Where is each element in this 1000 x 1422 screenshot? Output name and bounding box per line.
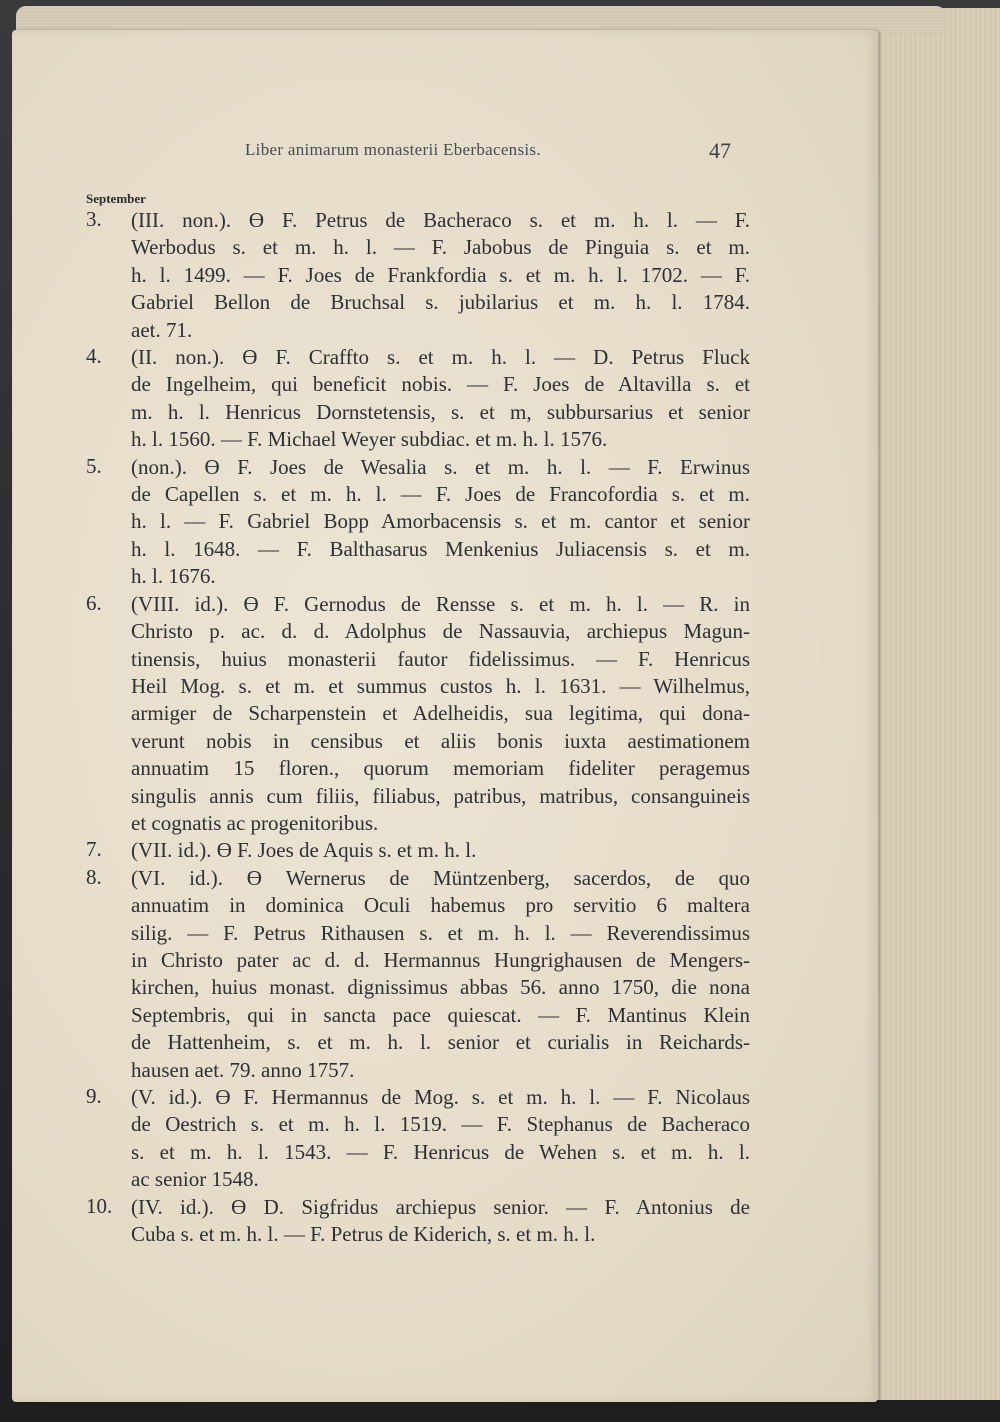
entry-day-number: 3.: [86, 207, 102, 231]
entry-line: Werbodus s. et m. h. l. — F. Jabobus de Pinguia s. et m.: [131, 235, 750, 260]
entry-text: [131, 865, 750, 1084]
running-title: Liber animarum monasterii Eberbacensis.: [245, 140, 541, 159]
entry-day-number: 9.: [86, 1084, 102, 1108]
entry-day-number: 4.: [86, 344, 102, 369]
entry-day-number: 5.: [86, 453, 102, 478]
entry-line: h. l. 1560. — F. Michael Weyer subdiac. et m. h. l. 1576.: [131, 427, 608, 452]
entry-line: (II. non.). ϴ F. Craffto s. et m. h. l. — D. Petrus Fluck: [131, 345, 750, 370]
entry-day-number: 10.: [86, 1193, 113, 1218]
entry-day-number: 7.: [86, 837, 102, 862]
entry-line: singulis annis cum filiis, filiabus, patribus, matribus, consanguineis: [131, 783, 750, 808]
entry-line: (VII. id.). ϴ F. Joes de Aquis s. et m. h. l.: [131, 838, 477, 863]
entry-day-number: 8.: [86, 864, 102, 889]
page-number: 47: [709, 138, 731, 163]
entry-text: [131, 591, 750, 838]
entry-line: annuatim 15 floren., quorum memoriam fideliter peragemus: [131, 756, 750, 781]
entry-text: [131, 1194, 750, 1249]
entry-text: [131, 207, 750, 344]
entry-line: Gabriel Bellon de Bruchsal s. jubilarius et m. h. l. 1784.: [131, 290, 750, 315]
entry-line: de Capellen s. et m. h. l. — F. Joes de Francofordia s. et m.: [131, 482, 750, 507]
entry-line: h. l. — F. Gabriel Bopp Amorbacensis s. et m. cantor et senior: [131, 509, 750, 534]
entry-line: (IV. id.). ϴ D. Sigfridus archiepus senior. — F. Antonius de: [131, 1194, 750, 1219]
entry-line: annuatim in dominica Oculi habemus pro servitio 6 maltera: [131, 893, 750, 918]
entries-list: [86, 207, 750, 1248]
entry-text: [131, 344, 750, 454]
entry-day-number: 6.: [86, 590, 102, 615]
entry-day-4: [86, 344, 750, 454]
entry-line: (VI. id.). ϴ Wernerus de Müntzenberg, sacerdos, de quo: [131, 865, 750, 890]
entry-day-5: [86, 454, 750, 591]
entry-text: [131, 454, 750, 591]
entry-line: armiger de Scharpenstein et Adelheidis, sua legitima, qui dona-: [131, 701, 750, 726]
entry-line: m. h. l. Henricus Dornstetensis, s. et m, subbursarius et senior: [131, 399, 750, 424]
entry-day-6: [86, 591, 750, 838]
entry-line: (non.). ϴ F. Joes de Wesalia s. et m. h. l. — F. Erwinus: [131, 454, 750, 479]
entry-day-9: [86, 1084, 750, 1194]
entry-line: verunt nobis in censibus et aliis bonis iuxta aestimationem: [131, 728, 750, 753]
entry-line: tinensis, huius monasterii fautor fidelissimus. — F. Henricus: [131, 646, 750, 671]
entry-line: Heil Mog. s. et m. et summus custos h. l. 1631. — Wilhelmus,: [131, 673, 750, 698]
entry-line: h. l. 1499. — F. Joes de Frankfordia s. et m. h. l. 1702. — F.: [131, 262, 750, 287]
entry-line: de Ingelheim, qui beneficit nobis. — F. Joes de Altavilla s. et: [131, 372, 750, 397]
entry-day-3: [86, 207, 750, 344]
entry-line: aet. 71.: [131, 317, 193, 342]
entry-line: (VIII. id.). ϴ F. Gernodus de Rensse s. et m. h. l. — R. in: [131, 591, 750, 616]
entry-line: silig. — F. Petrus Rithausen s. et m. h. l. — Reverendissimus: [131, 920, 750, 945]
month-heading: September: [86, 191, 146, 206]
entry-line: Septembris, qui in sancta pace quiescat. — F. Mantinus Klein: [131, 1002, 750, 1027]
entry-line: hausen aet. 79. anno 1757.: [131, 1057, 355, 1082]
entry-day-8: [86, 865, 750, 1084]
entry-line: (III. non.). ϴ F. Petrus de Bacheraco s. et m. h. l. — F.: [131, 208, 750, 232]
entry-day-10: [86, 1194, 750, 1249]
entry-line: kirchen, huius monast. dignissimus abbas 56. anno 1750, die nona: [131, 975, 750, 1000]
entry-line: Cuba s. et m. h. l. — F. Petrus de Kiderich, s. et m. h. l.: [131, 1222, 596, 1247]
entry-day-7: [86, 837, 750, 864]
entry-text: [131, 1084, 750, 1194]
entry-line: et cognatis ac progenitoribus.: [131, 810, 379, 835]
entry-line: ac senior 1548.: [131, 1167, 259, 1192]
entry-line: de Hattenheim, s. et m. h. l. senior et curialis in Reichards-: [131, 1030, 750, 1055]
entry-line: de Oestrich s. et m. h. l. 1519. — F. Stephanus de Bacheraco: [131, 1112, 750, 1137]
entry-line: h. l. 1676.: [131, 564, 216, 589]
entry-line: h. l. 1648. — F. Balthasarus Menkenius Juliacensis s. et m.: [131, 536, 750, 561]
entry-line: s. et m. h. l. 1543. — F. Henricus de Wehen s. et m. h. l.: [131, 1139, 750, 1164]
entry-line: Christo p. ac. d. d. Adolphus de Nassauvia, archiepus Magun-: [131, 619, 750, 644]
entry-line: (V. id.). ϴ F. Hermannus de Mog. s. et m. h. l. — F. Nicolaus: [131, 1085, 750, 1109]
entry-line: in Christo pater ac d. d. Hermannus Hungrighausen de Mengers-: [131, 947, 750, 972]
entry-text: [131, 837, 750, 864]
